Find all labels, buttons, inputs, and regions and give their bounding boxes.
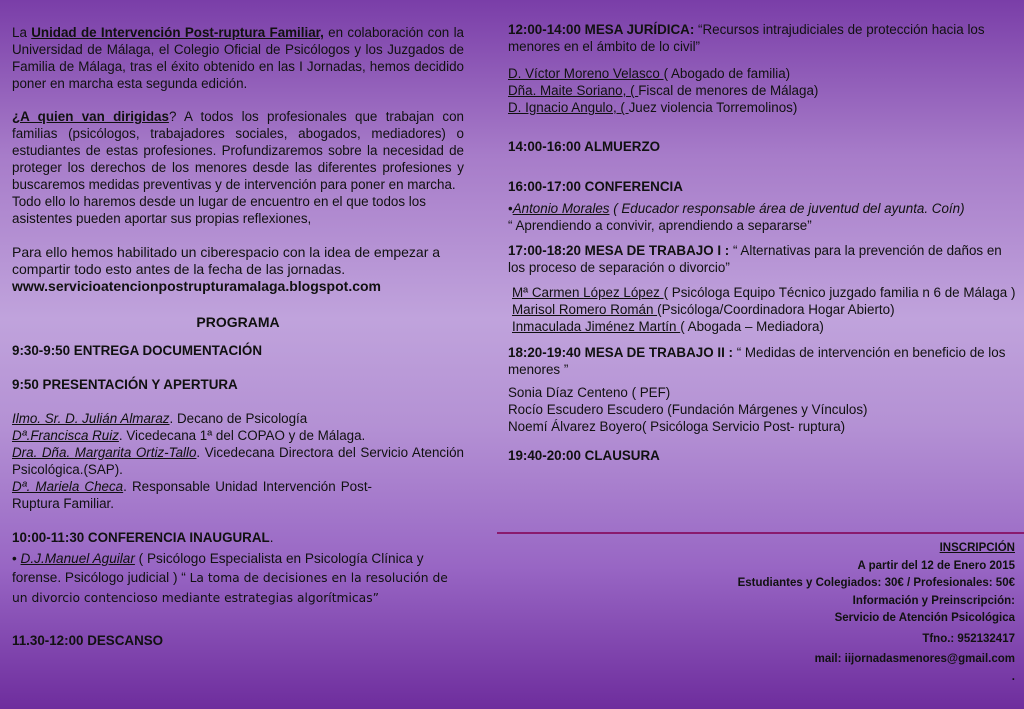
- break-item: 11.30-12:00 DESCANSO: [12, 633, 164, 648]
- opening-people: [12, 410, 464, 512]
- conference-speaker: Antonio Morales: [512, 201, 610, 216]
- registration-info: Información y Preinscripción:: [852, 594, 1015, 607]
- list-item: Mª Carmen López López ( Psicóloga Equipo Técnico juzgado familia n 6 de Málaga ): [512, 285, 1016, 300]
- list-item: Dª. Mariela Checa. Responsable Unidad Intervención Post-Ruptura Familiar.: [12, 479, 373, 511]
- registration-fees: Estudiantes y Colegiados: 30€ / Profesionales: 50€: [737, 577, 1015, 589]
- registration-box: [695, 540, 1015, 686]
- list-item: D. Ignacio Angulo, ( Juez violencia Torremolinos): [508, 100, 798, 115]
- audience-paragraph-2: Todo ello lo haremos desde un lugar de encuentro en el que todos los asistentes pueden aportar sus propias reflexiones,: [12, 194, 426, 226]
- registration-email[interactable]: mail: iijornadasmenores@gmail.com: [814, 653, 1015, 665]
- list-item: Noemí Álvarez Boyero( Psicóloga Servicio Post- ruptura): [508, 419, 846, 434]
- lunch-item: 14:00-16:00 ALMUERZO: [508, 139, 661, 154]
- audience-question: ¿A quien van dirigidas: [12, 109, 169, 124]
- registration-date: A partir del 12 de Enero 2015: [857, 559, 1015, 572]
- section-divider: [497, 532, 1024, 534]
- workshop2-people: [508, 384, 1016, 435]
- reception-item: 9:30-9:50 ENTREGA DOCUMENTACIÓN: [12, 343, 262, 358]
- closing-item: 19:40-20:00 CLAUSURA: [508, 448, 660, 463]
- workshop1-title: 17:00-18:20 MESA DE TRABAJO I : “ Alternativas para la prevención de daños en los proceso de separación o divorcio”: [508, 243, 1002, 275]
- legal-panel-people: [508, 65, 1016, 116]
- left-column: [12, 0, 464, 649]
- list-item: Ilmo. Sr. D. Julián Almaraz. Decano de Psicología: [12, 411, 308, 426]
- conference-topic: “ Aprendiendo a convivir, aprendiendo a separarse”: [508, 218, 812, 233]
- intro-paragraph: La Unidad de Intervención Post-ruptura Familiar, en colaboración con la Universidad de Málaga, el Colegio Oficial de Psicólogos y los Juzgados de Familia de Málaga, tras el éxito obtenido en las I Jornadas, hemos decidido poner en marcha esta segunda edición.: [12, 25, 465, 91]
- program-title: PROGRAMA: [196, 314, 280, 330]
- list-item: Dña. Maite Soriano, ( Fiscal de menores de Málaga): [508, 83, 819, 98]
- registration-phone[interactable]: Tfno.: 952132417: [922, 632, 1015, 645]
- audience-paragraph: ¿A quien van dirigidas? A todos los profesionales que trabajan con familias (psicólogos, trabajadores sociales, abogados, mediadores) o estudiantes de estas profesiones. Profundizaremos sobre la necesidad de proteger los derechos de los menores desde las diferentes profesiones y buscaremos medidas preventivas y de intervención para poner en marcha.: [12, 109, 464, 192]
- inaugural-title: 10:00-11:30 CONFERENCIA INAUGURAL.: [12, 530, 274, 545]
- workshop1-people: [508, 284, 1016, 335]
- list-item: Inmaculada Jiménez Martín ( Abogada – Mediadora): [512, 319, 824, 334]
- list-item: Dª.Francisca Ruiz. Vicedecana 1ª del COPAO y de Málaga.: [12, 428, 366, 443]
- list-item: Marisol Romero Román (Psicóloga/Coordinadora Hogar Abierto): [512, 302, 895, 317]
- registration-dot: .: [1011, 670, 1015, 683]
- list-item: Sonia Díaz Centeno ( PEF): [508, 385, 671, 400]
- list-item: Dra. Dña. Margarita Ortiz-Tallo. Vicedecana Directora del Servicio Atención Psicológica.(SAP).: [12, 445, 464, 477]
- inaugural-speaker: D.J.Manuel Aguilar: [20, 551, 135, 566]
- cyberspace-paragraph: Para ello hemos habilitado un ciberespacio con la idea de empezar a compartir todo esto antes de la fecha de las jornadas. www.servicioatencionpostrupturamalaga.blogspot.com: [12, 244, 441, 294]
- unit-name: Unidad de Intervención Post-ruptura Familiar,: [31, 25, 324, 40]
- opening-item: 9:50 PRESENTACIÓN Y APERTURA: [12, 377, 238, 392]
- blog-link[interactable]: www.servicioatencionpostrupturamalaga.blogspot.com: [12, 278, 381, 294]
- list-item: Rocío Escudero Escudero (Fundación Márgenes y Vínculos): [508, 402, 868, 417]
- conference-title: 16:00-17:00 CONFERENCIA: [508, 179, 683, 194]
- conference-details: •Antonio Morales ( Educador responsable área de juventud del ayunta. Coín): [508, 201, 965, 216]
- legal-panel-title: 12:00-14:00 MESA JURÍDICA: “Recursos intrajudiciales de protección hacia los menores en el ámbito de lo civil”: [508, 22, 985, 54]
- inaugural-details: • D.J.Manuel Aguilar ( Psicólogo Especialista en Psicología Clínica y forense. Psicólogo judicial ) “ La toma de decisiones en la resolución de un divorcio contencioso mediante estrategias algorítmicas”: [12, 551, 448, 605]
- right-column: [508, 0, 1016, 464]
- registration-service: Servicio de Atención Psicológica: [834, 612, 1015, 624]
- registration-title: INSCRIPCIÓN: [939, 542, 1015, 554]
- workshop2-title: 18:20-19:40 MESA DE TRABAJO II : “ Medidas de intervención en beneficio de los menores ”: [508, 345, 1006, 377]
- list-item: D. Víctor Moreno Velasco ( Abogado de familia): [508, 66, 791, 81]
